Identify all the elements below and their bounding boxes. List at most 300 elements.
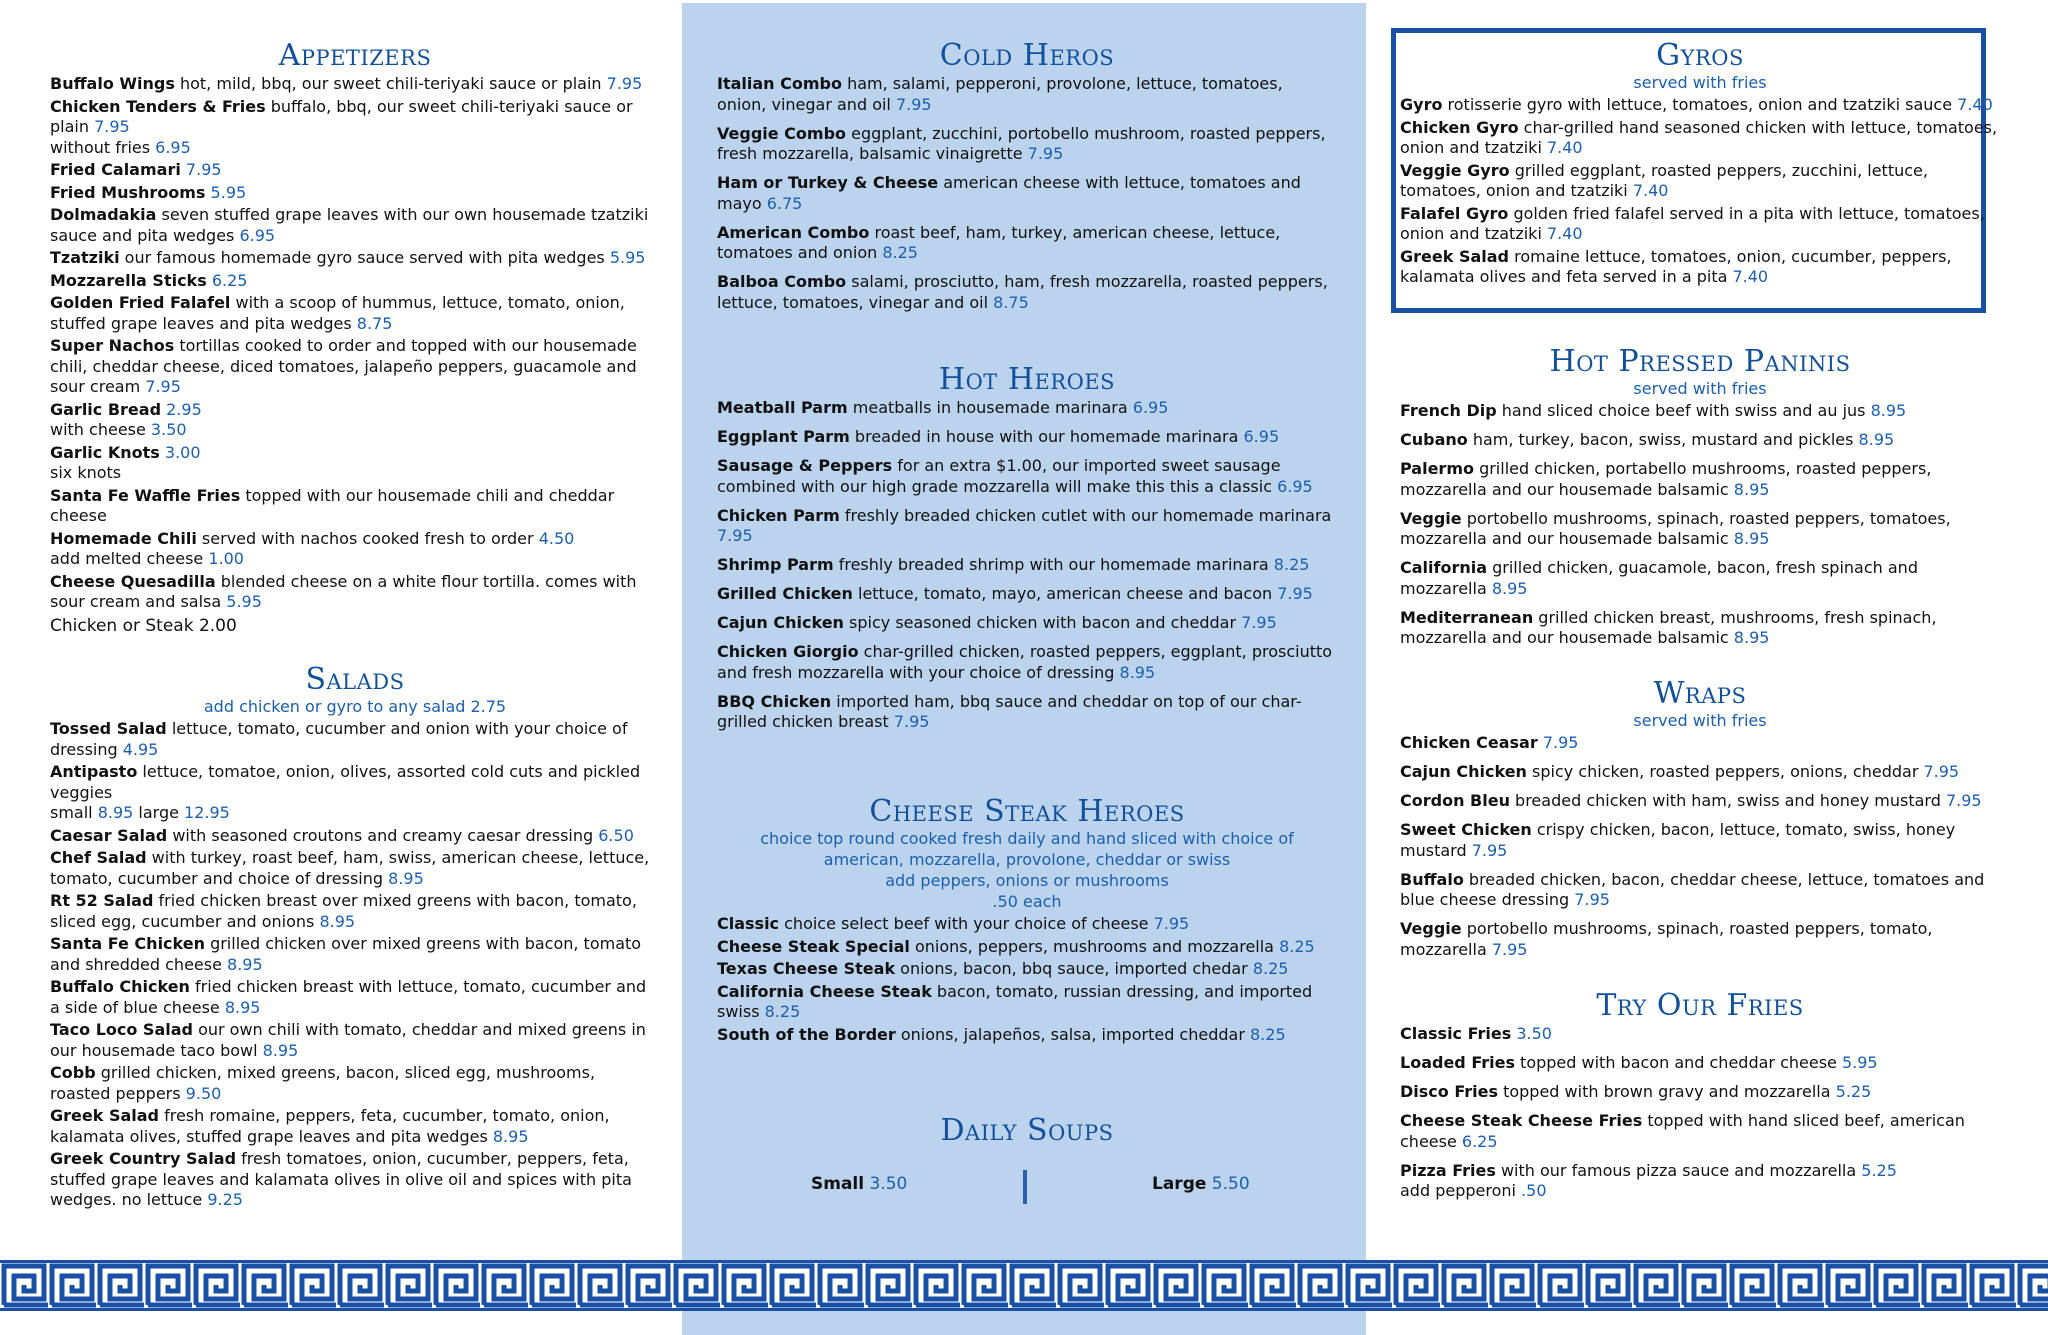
item-description: buffalo, bbq, our sweet chili-teriyaki sauce or plain: [50, 96, 633, 136]
item-description: spicy chicken, roasted peppers, onions, cheddar: [1526, 762, 1924, 781]
menu-item: [50, 762, 660, 824]
item-name: Antipasto: [50, 762, 138, 781]
item-price: 7.95: [1153, 914, 1190, 933]
menu-item: [717, 124, 1337, 165]
item-name: Veggie: [1400, 919, 1462, 938]
item-option: [50, 463, 660, 484]
item-price: 7.40: [1546, 138, 1583, 157]
item-name: Loaded Fries: [1400, 1053, 1515, 1072]
item-description: grilled chicken, mixed greens, bacon, sliced egg, mushrooms, roasted peppers: [50, 1063, 596, 1103]
item-price: 7.95: [895, 94, 932, 114]
menu-item: [1400, 430, 2000, 451]
item-description: grilled eggplant, roasted peppers, zucchini, lettuce, tomatoes, onion and tzatziki: [1400, 160, 1928, 200]
menu-item: [1400, 1024, 2000, 1045]
item-name: Balboa Combo: [717, 272, 847, 291]
menu-item: [50, 1020, 660, 1061]
section-title: Hot Pressed Paninis: [1549, 344, 1851, 379]
menu-item: [717, 982, 1337, 1023]
item-price: 8.95: [1733, 628, 1770, 647]
item-description: ham, turkey, bacon, swiss, mustard and pickles: [1467, 430, 1859, 449]
item-description: spicy seasoned chicken with bacon and cheddar: [843, 613, 1242, 632]
item-option: [50, 549, 660, 570]
item-description: topped with our housemade chili and cheddar cheese: [50, 485, 615, 525]
item-price: 6.25: [1461, 1131, 1498, 1151]
item-description: golden fried falafel served in a pita with lettuce, tomatoes, onion and tzatziki: [1400, 203, 1985, 243]
item-name: Tzatziki: [50, 248, 120, 267]
paninis-list: [1400, 401, 2000, 649]
item-price: 6.95: [239, 225, 276, 245]
item-name: Santa Fe Chicken: [50, 934, 205, 953]
item-price: 7.95: [1542, 733, 1579, 752]
item-price: 8.95: [1733, 479, 1770, 499]
menu-item: [1400, 1082, 2000, 1103]
menu-item: [1400, 247, 2000, 288]
option-label: large: [133, 803, 185, 822]
option-label: small: [50, 803, 98, 822]
menu-item: [50, 719, 660, 760]
item-description: crispy chicken, bacon, lettuce, tomato, swiss, honey mustard: [1400, 820, 1956, 860]
item-name: Cubano: [1400, 430, 1468, 449]
wraps-list: [1400, 733, 2000, 960]
soup-large-price: 5.50: [1211, 1174, 1250, 1194]
item-description: our famous homemade gyro sauce served with pita wedges: [119, 248, 610, 267]
menu-item: [50, 891, 660, 932]
item-name: Italian Combo: [717, 74, 842, 93]
item-price: 7.95: [1945, 791, 1982, 810]
item-description: with turkey, roast beef, ham, swiss, american cheese, lettuce, tomato, cucumber and choice of dressing: [50, 848, 650, 888]
item-description: eggplant, zucchini, portobello mushroom, roasted peppers, fresh mozzarella, balsamic vinaigrette: [717, 123, 1326, 163]
appetizers-section: [50, 40, 660, 637]
item-name: Cobb: [50, 1063, 96, 1082]
menu-item: [50, 74, 660, 95]
fries-section: [1400, 990, 2000, 1210]
item-name: Caesar Salad: [50, 825, 168, 845]
item-price: 8.25: [1273, 555, 1310, 574]
fries-list: [1400, 1024, 2000, 1202]
item-name: Garlic Knots: [50, 442, 160, 462]
menu-item: [50, 336, 660, 398]
item-description: fried chicken breast with lettuce, tomato, cucumber and a side of blue cheese: [50, 977, 647, 1017]
item-price: 8.75: [356, 313, 393, 333]
hot-heroes-section: [717, 364, 1337, 741]
soups-row: [717, 1170, 1337, 1204]
item-price: 2.95: [166, 399, 202, 419]
item-description: grilled chicken breast, mushrooms, fresh spinach, mozzarella and our housemade balsamic: [1400, 607, 1937, 647]
section-subtitle: served with fries: [1633, 379, 1767, 398]
menu-item: [717, 272, 1337, 313]
menu-item: [717, 914, 1337, 935]
item-name: Chicken Parm: [717, 505, 840, 525]
item-description: blended cheese on a white flour tortilla. comes with sour cream and salsa: [50, 571, 637, 611]
item-description: topped with brown gravy and mozzarella: [1498, 1082, 1836, 1101]
section-subtitle: add chicken or gyro to any salad 2.75: [203, 697, 507, 716]
item-price: 5.95: [609, 248, 646, 267]
item-description: lettuce, tomato, cucumber and onion with your choice of dressing: [50, 719, 628, 759]
menu-item: [50, 248, 660, 269]
item-description: imported ham, bbq sauce and cheddar on top of our char-grilled chicken breast: [717, 691, 1302, 731]
item-price: 8.95: [1858, 430, 1895, 449]
item-description: seven stuffed grape leaves with our own housemade tzatziki sauce and pita wedges: [50, 205, 649, 245]
item-price: 7.95: [717, 526, 753, 545]
menu-item: [50, 271, 660, 292]
item-name: Veggie Gyro: [1400, 160, 1510, 180]
menu-item: [717, 937, 1337, 958]
item-option: [50, 138, 660, 159]
item-price: 7.95: [145, 377, 181, 396]
item-price: 5.25: [1861, 1160, 1897, 1180]
menu-item: [1400, 1053, 2000, 1074]
item-name: Greek Salad: [1400, 246, 1509, 266]
menu-item: [717, 223, 1337, 264]
item-description: roast beef, ham, turkey, american cheese, lettuce, tomatoes and onion: [717, 222, 1281, 262]
option-price: 1.00: [208, 549, 244, 568]
item-description: onions, peppers, mushrooms and mozzarella: [909, 936, 1280, 956]
item-name: Garlic Bread: [50, 399, 162, 419]
item-price: 4.50: [538, 528, 575, 548]
item-price: 5.95: [1841, 1053, 1878, 1072]
section-title: Cheese Steak Heroes: [869, 794, 1185, 829]
item-price: 7.95: [1241, 613, 1277, 632]
menu-item: [50, 848, 660, 889]
item-price: 6.25: [211, 270, 248, 290]
item-price: 3.50: [1516, 1024, 1552, 1043]
item-description: grilled chicken, portabello mushrooms, roasted peppers, mozzarella and our housemade balsamic: [1400, 459, 1932, 499]
item-description: lettuce, tomatoe, onion, olives, assorted cold cuts and pickled veggies: [50, 762, 641, 802]
item-name: Classic: [717, 914, 780, 933]
item-price: 8.25: [1250, 1024, 1286, 1044]
item-name: Sausage & Peppers: [717, 456, 893, 475]
item-price: 7.95: [1491, 939, 1528, 959]
item-name: Classic Fries: [1400, 1024, 1512, 1043]
item-price: 6.50: [598, 825, 634, 845]
menu-item: [1400, 733, 2000, 754]
item-price: 7.95: [1923, 762, 1960, 781]
item-description: with a scoop of hummus, lettuce, tomato, onion, stuffed grape leaves and pita wedges: [50, 293, 625, 333]
item-name: Chicken Ceasar: [1400, 733, 1538, 752]
item-name: Mediterranean: [1400, 607, 1534, 627]
soups-section: [717, 1115, 1337, 1147]
option-price: .50: [1521, 1181, 1547, 1200]
item-description: bacon, tomato, russian dressing, and imported swiss: [717, 981, 1313, 1021]
soup-divider: [1023, 1170, 1027, 1204]
item-name: Grilled Chicken: [717, 584, 853, 603]
item-price: 7.95: [893, 712, 930, 731]
item-description: meatballs in housemade marinara: [847, 398, 1133, 417]
section-title: Wraps: [1653, 676, 1747, 711]
item-price: 8.95: [224, 997, 261, 1017]
item-name: Greek Country Salad: [50, 1149, 237, 1168]
item-description: hand sliced choice beef with swiss and au jus: [1496, 401, 1871, 420]
item-price: 7.40: [1732, 267, 1769, 286]
item-price: 7.95: [185, 160, 222, 179]
item-price: 8.25: [882, 243, 918, 262]
menu-item: [1400, 558, 2000, 599]
section-title: Appetizers: [278, 38, 432, 73]
menu-item: [1400, 870, 2000, 911]
item-name: Cheese Steak Special: [717, 936, 910, 956]
menu-item: [1400, 791, 2000, 812]
item-name: Cajun Chicken: [717, 613, 844, 632]
menu-item: [1400, 204, 2000, 245]
option-label: six knots: [50, 463, 122, 482]
menu-item: [50, 293, 660, 334]
item-name: Shrimp Parm: [717, 555, 834, 574]
menu-item: [1400, 118, 2000, 159]
menu-item: [717, 506, 1337, 547]
option-price: 8.95: [97, 803, 134, 822]
item-name: Chicken Gyro: [1400, 117, 1519, 137]
item-name: Tossed Salad: [50, 719, 167, 738]
item-description: grilled chicken, guacamole, bacon, fresh spinach and mozzarella: [1400, 558, 1918, 598]
menu-item: [1400, 608, 2000, 649]
menu-item: [1400, 161, 2000, 202]
appetizers-extra: Chicken or Steak 2.00: [50, 615, 237, 636]
item-description: ham, salami, pepperoni, provolone, lettuce, tomatoes, onion, vinegar and oil: [717, 74, 1283, 114]
item-name: Texas Cheese Steak: [717, 959, 896, 978]
menu-item: [717, 74, 1337, 115]
soup-large-label: Large: [1152, 1174, 1207, 1194]
item-name: Pizza Fries: [1400, 1160, 1496, 1180]
item-option: [50, 803, 660, 824]
item-price: 7.95: [1027, 144, 1064, 163]
menu-item: [50, 977, 660, 1018]
item-price: 7.95: [606, 74, 643, 93]
item-price: 4.95: [122, 739, 159, 759]
menu-item: [50, 826, 660, 847]
gyros-section: [1400, 40, 2000, 290]
item-price: 7.40: [1546, 224, 1583, 243]
appetizers-list: [50, 74, 660, 613]
wraps-section: [1400, 678, 2000, 969]
menu-item: [1400, 459, 2000, 500]
item-name: Palermo: [1400, 459, 1474, 478]
soup-small-label: Small: [811, 1174, 865, 1194]
item-description: rotisserie gyro with lettuce, tomatoes, onion and tzatziki sauce: [1442, 95, 1958, 114]
item-price: 3.00: [164, 442, 201, 462]
item-name: Super Nachos: [50, 336, 175, 355]
item-price: 7.40: [1957, 95, 1993, 114]
item-description: american cheese with lettuce, tomatoes and mayo: [717, 173, 1301, 213]
item-price: 6.95: [1243, 427, 1280, 446]
option-price: 3.50: [150, 420, 187, 439]
item-name: Dolmadakia: [50, 205, 157, 224]
menu-item: [1400, 509, 2000, 550]
item-name: Veggie: [1400, 508, 1462, 528]
soup-small: [811, 1174, 907, 1194]
menu-item: [717, 1025, 1337, 1046]
item-price: 8.95: [262, 1040, 299, 1060]
item-description: salami, prosciutto, ham, fresh mozzarella, roasted peppers, lettuce, tomatoes, vinegar and oil: [717, 272, 1328, 312]
item-name: Rt 52 Salad: [50, 891, 154, 910]
item-price: 5.95: [210, 182, 247, 202]
menu-item: [50, 1149, 660, 1211]
item-name: Golden Fried Falafel: [50, 293, 231, 312]
option-price: 12.95: [184, 803, 230, 822]
item-name: Chicken Tenders & Fries: [50, 96, 266, 116]
menu-item: [1400, 95, 2000, 116]
option-label: without fries: [50, 137, 156, 157]
item-description: portobello mushrooms, spinach, roasted peppers, tomato, mozzarella: [1400, 919, 1933, 959]
section-title: Hot Heroes: [938, 362, 1116, 397]
menu-item: [50, 1106, 660, 1147]
item-price: 6.95: [1132, 398, 1169, 417]
menu-item: [717, 613, 1337, 634]
menu-item: [50, 97, 660, 159]
item-price: 8.95: [319, 911, 356, 931]
section-subtitle-line: add peppers, onions or mushrooms: [885, 871, 1169, 890]
item-description: onions, jalapeños, salsa, imported cheddar: [895, 1024, 1250, 1044]
item-price: 8.25: [1279, 936, 1315, 956]
item-price: 8.95: [227, 954, 263, 974]
item-name: Taco Loco Salad: [50, 1020, 193, 1039]
section-subtitle-line: .50 each: [992, 892, 1062, 911]
item-name: Eggplant Parm: [717, 427, 850, 446]
cheese-steak-section: [717, 796, 1337, 1047]
gyros-list: [1400, 95, 2000, 288]
menu-item: [1400, 1111, 2000, 1152]
cheese-steak-list: [717, 914, 1337, 1045]
menu-item: [50, 572, 660, 613]
section-title: Gyros: [1656, 38, 1744, 73]
item-name: BBQ Chicken: [717, 691, 832, 711]
item-description: served with nachos cooked fresh to order: [196, 528, 539, 548]
option-label: add melted cheese: [50, 549, 209, 568]
item-description: choice select beef with your choice of cheese: [779, 914, 1154, 933]
item-description: fried chicken breast over mixed greens with bacon, tomato, sliced egg, cucumber and onions: [50, 891, 637, 931]
item-price: 8.95: [1491, 578, 1528, 598]
item-description: lettuce, tomato, mayo, american cheese and bacon: [852, 584, 1278, 603]
section-subtitle: served with fries: [1633, 73, 1767, 92]
item-description: freshly breaded shrimp with our homemade marinara: [833, 555, 1274, 574]
item-price: 8.95: [1870, 401, 1907, 420]
item-price: 7.95: [1574, 890, 1610, 909]
menu-item: [1400, 401, 2000, 422]
item-description: topped with bacon and cheddar cheese: [1514, 1053, 1842, 1072]
item-name: Cajun Chicken: [1400, 762, 1527, 781]
item-name: Sweet Chicken: [1400, 820, 1532, 839]
item-option: [1400, 1181, 2000, 1202]
item-price: 6.95: [1277, 476, 1313, 496]
item-name: Chef Salad: [50, 848, 147, 867]
menu-item: [50, 529, 660, 570]
item-description: hot, mild, bbq, our sweet chili-teriyaki sauce or plain: [174, 74, 607, 93]
section-title: Try Our Fries: [1596, 988, 1804, 1023]
item-description: with our famous pizza sauce and mozzarella: [1495, 1160, 1862, 1180]
menu-item: [717, 456, 1337, 497]
paninis-section: [1400, 346, 2000, 657]
cold-heros-section: [717, 40, 1337, 322]
item-name: Fried Mushrooms: [50, 182, 206, 202]
item-name: Buffalo: [1400, 869, 1464, 889]
item-price: 9.25: [207, 1190, 243, 1209]
section-title: Cold Heros: [939, 38, 1115, 73]
item-name: Mozzarella Sticks: [50, 270, 207, 290]
menu-item: [717, 642, 1337, 683]
item-price: 8.25: [1252, 959, 1289, 978]
item-name: Greek Salad: [50, 1106, 159, 1125]
menu-item: [50, 486, 660, 527]
item-name: Ham or Turkey & Cheese: [717, 173, 939, 192]
item-price: 7.40: [1632, 181, 1669, 200]
greek-key-border: [0, 1260, 2048, 1311]
menu-item: [717, 398, 1337, 419]
section-subtitle-line: american, mozzarella, provolone, cheddar or swiss: [823, 850, 1231, 869]
item-description: with seasoned croutons and creamy caesar dressing: [167, 825, 599, 845]
item-price: 7.95: [1471, 840, 1508, 860]
item-name: Cordon Bleu: [1400, 791, 1510, 810]
item-price: 7.95: [1277, 584, 1313, 603]
menu-item: [717, 959, 1337, 980]
item-name: California Cheese Steak: [717, 981, 932, 1001]
item-price: 6.75: [766, 193, 803, 213]
item-price: 7.95: [94, 117, 130, 136]
soup-small-price: 3.50: [869, 1174, 908, 1194]
section-title: Daily Soups: [940, 1113, 1114, 1148]
menu-item: [1400, 1161, 2000, 1202]
option-label: add pepperoni: [1400, 1181, 1522, 1200]
item-name: California: [1400, 558, 1488, 577]
menu-item: [50, 443, 660, 484]
item-description: topped with hand sliced beef, american cheese: [1400, 1111, 1965, 1151]
item-price: 8.95: [1733, 529, 1770, 548]
item-description: onions, bacon, bbq sauce, imported chedar: [895, 959, 1253, 978]
item-name: Santa Fe Waffle Fries: [50, 485, 241, 505]
item-name: Buffalo Wings: [50, 74, 175, 93]
item-description: breaded chicken, bacon, cheddar cheese, lettuce, tomatoes and blue cheese dressing: [1400, 869, 1985, 909]
item-name: Falafel Gyro: [1400, 203, 1509, 223]
item-name: South of the Border: [717, 1024, 896, 1044]
item-price: 9.50: [185, 1083, 222, 1103]
section-subtitle-line: choice top round cooked fresh daily and hand sliced with choice of: [760, 829, 1294, 848]
hot-heroes-list: [717, 398, 1337, 733]
item-name: Buffalo Chicken: [50, 977, 190, 996]
item-price: 8.95: [1119, 662, 1156, 682]
menu-item: [50, 205, 660, 246]
menu-item: [717, 427, 1337, 448]
item-description: tortillas cooked to order and topped with our housemade chili, cheddar cheese, diced tomatoes, jalapeño peppers, guacamole and sour cream: [50, 336, 637, 396]
menu-item: [717, 173, 1337, 214]
section-title: Salads: [305, 662, 405, 697]
menu-item: [50, 183, 660, 204]
menu-item: [717, 692, 1337, 733]
item-description: fresh tomatoes, onion, cucumber, peppers, feta, stuffed grape leaves and kalamata olives in olive oil and spices with pita wedges. no lettuce: [50, 1149, 632, 1209]
salads-list: [50, 719, 660, 1211]
menu-item: [1400, 820, 2000, 861]
item-description: our own chili with tomato, cheddar and mixed greens in our housemade taco bowl: [50, 1020, 646, 1060]
item-price: 8.25: [764, 1002, 801, 1021]
item-price: 8.95: [492, 1126, 529, 1146]
option-price: 6.95: [155, 137, 191, 157]
item-name: Homemade Chili: [50, 528, 197, 548]
item-description: portobello mushrooms, spinach, roasted peppers, tomatoes, mozzarella and our housemade balsamic: [1400, 508, 1951, 548]
option-label: with cheese: [50, 420, 151, 439]
cold-heros-list: [717, 74, 1337, 313]
item-name: Chicken Giorgio: [717, 642, 859, 661]
item-price: 8.75: [993, 292, 1029, 312]
item-description: char-grilled hand seasoned chicken with lettuce, tomatoes, onion and tzatziki: [1400, 117, 1998, 157]
item-option: [50, 420, 660, 441]
item-name: Cheese Steak Cheese Fries: [1400, 1111, 1643, 1130]
item-name: Meatball Parm: [717, 398, 848, 417]
item-name: Fried Calamari: [50, 160, 181, 179]
item-description: for an extra $1.00, our imported sweet sausage combined with our high grade mozzarella will make this this a classic: [717, 456, 1281, 496]
menu-item: [50, 1063, 660, 1104]
soup-large: [1152, 1174, 1250, 1194]
section-subtitle: served with fries: [1633, 711, 1767, 730]
item-name: French Dip: [1400, 401, 1497, 420]
item-name: Veggie Combo: [717, 123, 847, 143]
item-description: fresh romaine, peppers, feta, cucumber, tomato, onion, kalamata olives, stuffed grape leaves and pita wedges: [50, 1106, 610, 1146]
